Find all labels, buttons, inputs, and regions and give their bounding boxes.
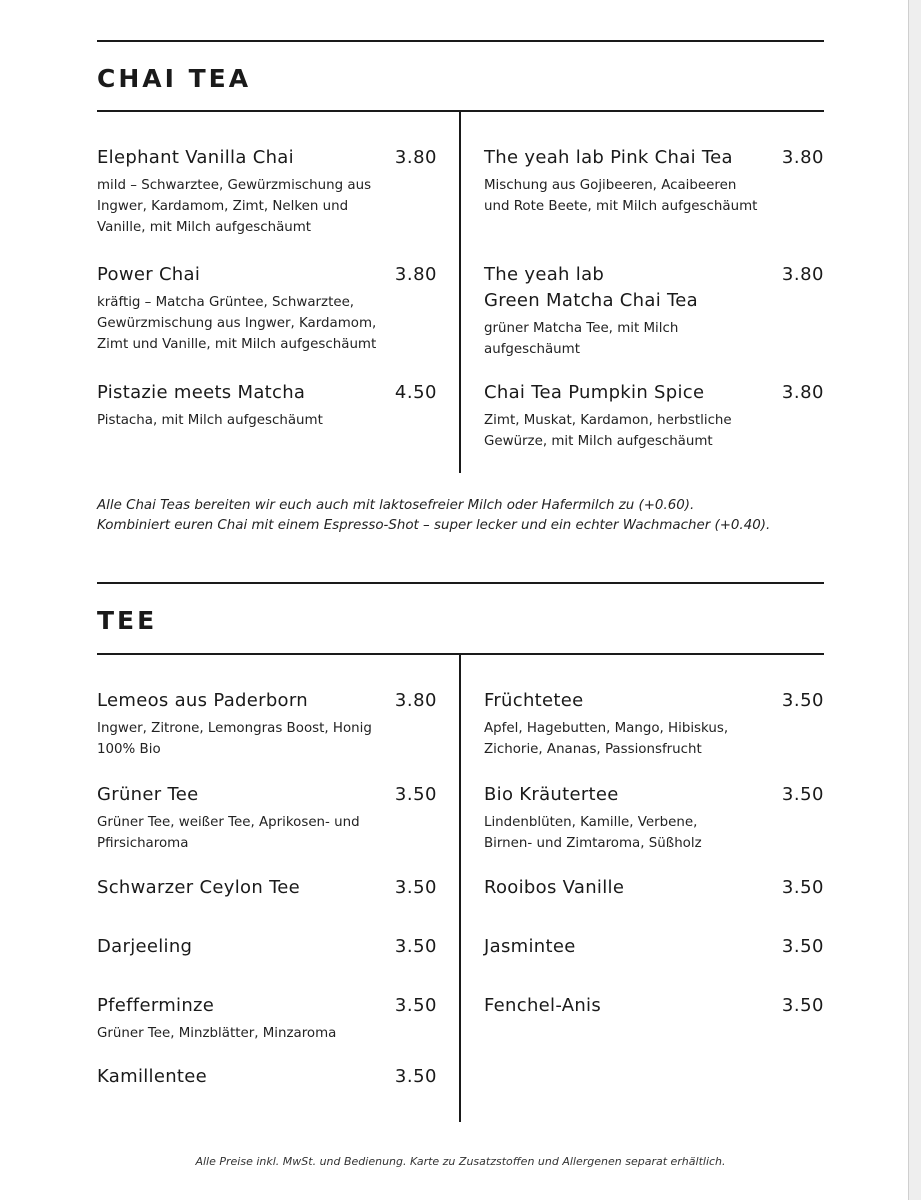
- menu-item: [484, 934, 824, 960]
- item-name: The yeah lab Pink Chai Tea: [484, 147, 733, 168]
- menu-item: [484, 782, 824, 854]
- item-price: 3.50: [394, 877, 437, 898]
- menu-item: [97, 934, 437, 960]
- note-line: Kombiniert euren Chai mit einem Espresso-Shot – super lecker und ein echter Wachmacher (+0.40).: [97, 518, 771, 533]
- item-price: 3.80: [781, 382, 824, 403]
- item-name: Rooibos Vanille: [484, 877, 625, 898]
- item-price: 3.50: [394, 784, 437, 805]
- item-name: Jasmintee: [484, 936, 576, 957]
- item-name: Früchtetee: [484, 690, 584, 711]
- menu-item: [484, 875, 824, 901]
- item-description: Mischung aus Gojibeeren, Acaibeeren und Rote Beete, mit Milch aufgeschäumt: [484, 178, 758, 214]
- item-description: Lindenblüten, Kamille, Verbene, Birnen- und Zimtaroma, Süßholz: [484, 815, 702, 851]
- chai-notes: [97, 496, 824, 536]
- item-price: 3.50: [394, 1066, 437, 1087]
- menu-item: [97, 1064, 437, 1090]
- menu-item: [97, 875, 437, 901]
- item-name: Elephant Vanilla Chai: [97, 147, 294, 168]
- item-price: 3.80: [394, 264, 437, 285]
- menu-item: [97, 380, 437, 431]
- item-description: Pistacha, mit Milch aufgeschäumt: [97, 413, 323, 428]
- item-description: Zimt, Muskat, Kardamon, herbstliche Gewürze, mit Milch aufgeschäumt: [484, 413, 732, 449]
- item-name: Pfefferminze: [97, 995, 215, 1016]
- item-price: 3.80: [781, 264, 824, 285]
- menu-item: [97, 688, 437, 760]
- item-price: 3.50: [781, 877, 824, 898]
- menu-item: [97, 993, 437, 1044]
- menu-item: [97, 262, 437, 355]
- tee-top-rule: [97, 582, 824, 584]
- item-price: 3.50: [394, 995, 437, 1016]
- item-description: grüner Matcha Tee, mit Milch aufgeschäumt: [484, 321, 679, 357]
- item-price: 3.80: [394, 147, 437, 168]
- item-price: 3.50: [781, 995, 824, 1016]
- chai-section-title: CHAI TEA: [97, 64, 252, 93]
- item-price: 3.50: [781, 784, 824, 805]
- item-name: Chai Tea Pumpkin Spice: [484, 382, 705, 403]
- page-edge: [908, 0, 921, 1200]
- item-price: 3.80: [394, 690, 437, 711]
- item-name: Grüner Tee: [97, 784, 199, 805]
- item-description: mild – Schwarztee, Gewürzmischung aus Ingwer, Kardamom, Zimt, Nelken und Vanille, mit Milch aufgeschäumt: [97, 178, 372, 235]
- item-price: 3.50: [394, 936, 437, 957]
- item-name: Fenchel-Anis: [484, 995, 602, 1016]
- note-line: Alle Chai Teas bereiten wir euch auch mit laktosefreier Milch oder Hafermilch zu (+0.60).: [97, 498, 695, 513]
- item-price: 3.50: [781, 690, 824, 711]
- item-price: 3.80: [781, 147, 824, 168]
- menu-item: [484, 145, 824, 217]
- footer-note: Alle Preise inkl. MwSt. und Bedienung. Karte zu Zusatzstoffen und Allergenen separat erhältlich.: [195, 1155, 726, 1168]
- item-name: Schwarzer Ceylon Tee: [97, 877, 301, 898]
- item-name: Kamillentee: [97, 1066, 208, 1087]
- tee-section-title: TEE: [97, 606, 158, 635]
- item-name: Darjeeling: [97, 936, 193, 957]
- menu-item: [484, 262, 824, 360]
- chai-top-rule: [97, 40, 824, 42]
- menu-item: [97, 145, 437, 238]
- item-price: 4.50: [394, 382, 437, 403]
- menu-item: [97, 782, 437, 854]
- item-name: Lemeos aus Paderborn: [97, 690, 308, 711]
- item-name: The yeah lab Green Matcha Chai Tea: [484, 264, 698, 311]
- item-description: Grüner Tee, weißer Tee, Aprikosen- und Pfirsicharoma: [97, 815, 360, 851]
- menu-item: [484, 688, 824, 760]
- chai-column-divider: [459, 111, 461, 473]
- item-description: kräftig – Matcha Grüntee, Schwarztee, Gewürzmischung aus Ingwer, Kardamom, Zimt und Vanille, mit Milch aufgeschäumt: [97, 295, 377, 352]
- item-name: Bio Kräutertee: [484, 784, 619, 805]
- item-price: 3.50: [781, 936, 824, 957]
- item-name: Pistazie meets Matcha: [97, 382, 306, 403]
- item-description: Grüner Tee, Minzblätter, Minzaroma: [97, 1026, 337, 1041]
- menu-item: [484, 993, 824, 1019]
- item-description: Apfel, Hagebutten, Mango, Hibiskus, Zichorie, Ananas, Passionsfrucht: [484, 721, 729, 757]
- tee-column-divider: [459, 654, 461, 1122]
- item-description: Ingwer, Zitrone, Lemongras Boost, Honig 100% Bio: [97, 721, 372, 757]
- menu-item: [484, 380, 824, 452]
- item-name: Power Chai: [97, 264, 201, 285]
